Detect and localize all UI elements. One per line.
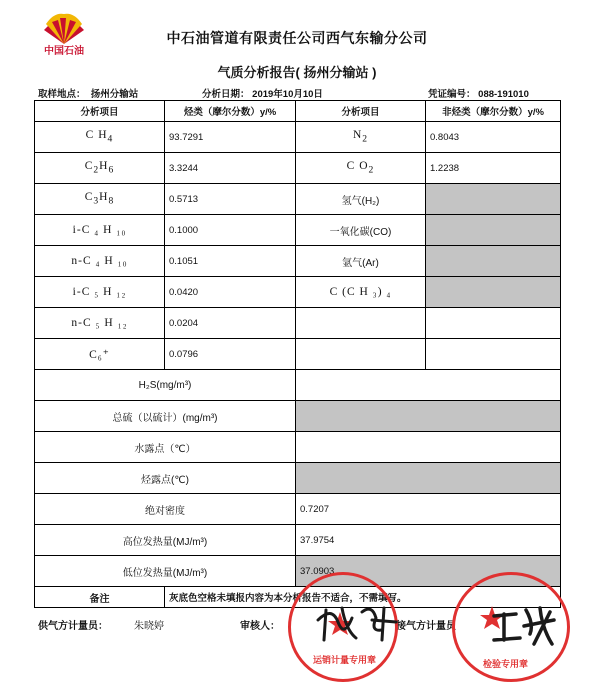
certificate-number-value: 088-191010 <box>478 89 529 100</box>
remarks-label: 备注 <box>35 587 165 608</box>
value-absolute-density: 0.7207 <box>296 494 561 525</box>
table-row <box>35 122 561 153</box>
value-i-c5h12: 0.0420 <box>165 277 296 308</box>
label-absolute-density: 绝对密度 <box>35 494 296 525</box>
value-hydrogen <box>426 184 561 215</box>
value-c3h8: 0.5713 <box>165 184 296 215</box>
label-hydrocarbon-dew-point: 烃露点(℃) <box>35 463 296 494</box>
value-co2: 1.2238 <box>426 153 561 184</box>
analysis-table <box>34 100 561 608</box>
header-hydrocarbon: 烃类（摩尔分数）y/% <box>165 101 296 122</box>
component-n-c5h12: n-C ₅ H ₁₂ <box>35 308 165 339</box>
header-item-1: 分析项目 <box>35 101 165 122</box>
header-item-2: 分析项目 <box>296 101 426 122</box>
value-c2h6: 3.3244 <box>165 153 296 184</box>
value-ch4: 93.7291 <box>165 122 296 153</box>
table-row <box>35 401 561 432</box>
company-name: 中石油管道有限责任公司西气东输分公司 <box>166 30 428 46</box>
component-hydrogen: 氢气(H₂) <box>296 184 426 215</box>
seal-text: 运销计量专用章 <box>313 655 377 665</box>
component-i-c4h10: i-C ₄ H ₁₀ <box>35 215 165 246</box>
report-title: 气质分析报告( 扬州分输站 ) <box>217 65 377 80</box>
value-higher-heating-value: 37.9754 <box>296 525 561 556</box>
table-header-row <box>35 101 561 122</box>
table-row <box>35 525 561 556</box>
component-neopentane: C (C H ₃) ₄ <box>296 277 426 308</box>
component-c3h8: $C_3H_8$ <box>35 184 165 215</box>
component-c6-plus: C₆⁺ <box>35 339 165 370</box>
table-row <box>35 184 561 215</box>
header-non-hydrocarbon: 非烃类（摩尔分数）y/% <box>426 101 561 122</box>
table-row <box>35 339 561 370</box>
supplier-metrologist: 供气方计量员： 朱晓婷 <box>38 621 164 632</box>
component-i-c5h12: i-C ₅ H ₁₂ <box>35 277 165 308</box>
component-n-c4h10: n-C ₄ H ₁₀ <box>35 246 165 277</box>
table-row <box>35 463 561 494</box>
certificate-number: 凭证编号： 088-191010 <box>428 89 529 100</box>
analysis-date: 分析日期： 2019年10月10日 <box>202 89 323 100</box>
sampling-site: 取样地点： 扬州分输站 <box>38 89 139 100</box>
value-argon <box>426 246 561 277</box>
value-n-c4h10: 0.1051 <box>165 246 296 277</box>
value-i-c4h10: 0.1000 <box>165 215 296 246</box>
value-n-c5h12: 0.0204 <box>165 308 296 339</box>
component-ch4: C $H_4$ <box>35 122 165 153</box>
value-water-dew-point <box>296 432 561 463</box>
value-neopentane <box>426 277 561 308</box>
value-h2s <box>296 370 561 401</box>
receiver-metrologist-label: 接气方计量员 <box>396 621 456 632</box>
supplier-metrologist-name: 朱晓婷 <box>134 621 164 632</box>
component-n2: $N_2$ <box>296 122 426 153</box>
label-h2s: H₂S(mg/m³) <box>35 370 296 401</box>
table-row <box>35 277 561 308</box>
label-higher-heating-value: 高位发热量(MJ/m³) <box>35 525 296 556</box>
table-row <box>35 308 561 339</box>
value-n2: 0.8043 <box>426 122 561 153</box>
remarks-text: 灰底色空格未填报内容为本分析报告不适合，不需填写。 <box>165 587 561 608</box>
reviewer-label: 审核人： <box>240 621 280 632</box>
table-row <box>35 153 561 184</box>
label-lower-heating-value: 低位发热量(MJ/m³) <box>35 556 296 587</box>
logo-text: 中国石油 <box>44 46 84 57</box>
reviewer-signature-icon <box>312 600 402 644</box>
component-argon: 氩气(Ar) <box>296 246 426 277</box>
receiver-signature-icon <box>490 604 562 648</box>
table-row <box>35 494 561 525</box>
analysis-date-value: 2019年10月10日 <box>252 89 323 100</box>
value-hydrocarbon-dew-point <box>296 463 561 494</box>
empty-cell <box>426 308 561 339</box>
sampling-site-value: 扬州分输站 <box>90 89 139 100</box>
empty-cell <box>426 339 561 370</box>
component-c2h6: $C_2H_6$ <box>35 153 165 184</box>
label-total-sulfur: 总硫（以硫计）(mg/m³) <box>35 401 296 432</box>
value-c6-plus: 0.0796 <box>165 339 296 370</box>
table-row <box>35 215 561 246</box>
value-co <box>426 215 561 246</box>
table-row <box>35 246 561 277</box>
value-total-sulfur <box>296 401 561 432</box>
label-water-dew-point: 水露点（℃） <box>35 432 296 463</box>
table-row <box>35 370 561 401</box>
component-co: 一氧化碳(CO) <box>296 215 426 246</box>
empty-cell <box>296 339 426 370</box>
seal-text: 检验专用章 <box>483 659 529 669</box>
value-lower-heating-value: 37.0903 <box>296 556 561 587</box>
component-co2: C $O_2$ <box>296 153 426 184</box>
empty-cell <box>296 308 426 339</box>
table-row <box>35 432 561 463</box>
